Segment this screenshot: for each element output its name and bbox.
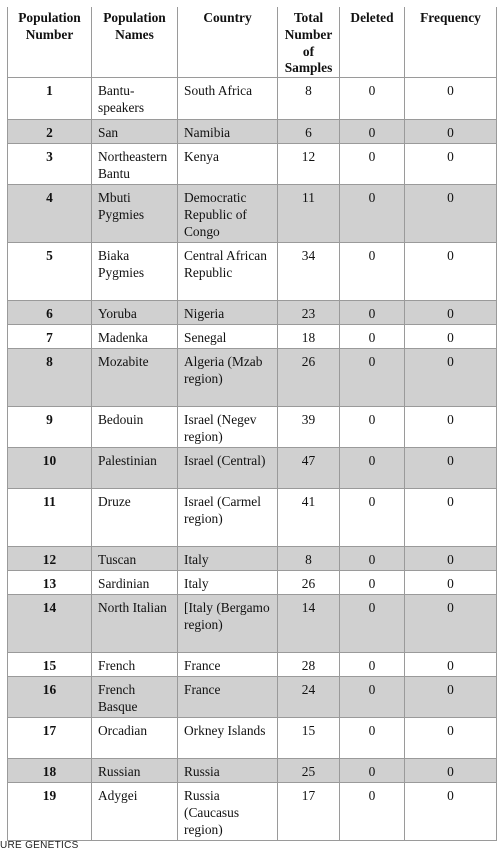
cell-country: Central African Republic [178,243,278,301]
cell-population-name: Madenka [92,325,178,349]
cell-frequency: 0 [405,489,497,547]
cell-population-number: 15 [8,653,92,677]
header-frequency: Frequency [405,7,497,78]
cell-population-name: Sardinian [92,571,178,595]
cell-total-samples: 15 [278,718,340,759]
cell-deleted: 0 [340,759,405,783]
cell-deleted: 0 [340,185,405,243]
cell-population-name: Druze [92,489,178,547]
cell-total-samples: 39 [278,407,340,448]
table-row [8,144,497,185]
cell-total-samples: 12 [278,144,340,185]
cell-population-name: Bantu-speakers [92,78,178,120]
cell-frequency: 0 [405,718,497,759]
cell-frequency: 0 [405,783,497,841]
cell-total-samples: 26 [278,571,340,595]
cell-country: Italy [178,547,278,571]
table-row [8,571,497,595]
table-row [8,448,497,489]
cell-frequency: 0 [405,407,497,448]
cell-deleted: 0 [340,243,405,301]
cell-population-name: San [92,120,178,144]
cell-population-number: 3 [8,144,92,185]
cell-deleted: 0 [340,144,405,185]
cell-country: Israel (Negev region) [178,407,278,448]
cell-country: France [178,653,278,677]
cell-population-number: 7 [8,325,92,349]
cell-frequency: 0 [405,325,497,349]
cell-frequency: 0 [405,120,497,144]
cell-country: Israel (Central) [178,448,278,489]
cell-population-name: Mbuti Pygmies [92,185,178,243]
cell-total-samples: 8 [278,78,340,120]
cell-deleted: 0 [340,407,405,448]
cell-total-samples: 6 [278,120,340,144]
cell-total-samples: 8 [278,547,340,571]
cell-deleted: 0 [340,325,405,349]
cell-frequency: 0 [405,185,497,243]
table-row [8,243,497,301]
cell-population-number: 8 [8,349,92,407]
cell-frequency: 0 [405,677,497,718]
cell-population-number: 9 [8,407,92,448]
cell-country: Algeria (Mzab region) [178,349,278,407]
cell-country: Namibia [178,120,278,144]
table-row [8,407,497,448]
cell-population-name: French Basque [92,677,178,718]
table-row [8,783,497,841]
cell-population-number: 12 [8,547,92,571]
cell-deleted: 0 [340,783,405,841]
cell-population-number: 4 [8,185,92,243]
cell-total-samples: 26 [278,349,340,407]
cell-deleted: 0 [340,78,405,120]
cell-country: Nigeria [178,301,278,325]
cell-population-name: Russian [92,759,178,783]
cell-frequency: 0 [405,759,497,783]
cell-frequency: 0 [405,301,497,325]
cell-population-number: 19 [8,783,92,841]
table-row [8,595,497,653]
cell-population-number: 6 [8,301,92,325]
cell-deleted: 0 [340,349,405,407]
cell-total-samples: 24 [278,677,340,718]
cell-country: Israel (Carmel region) [178,489,278,547]
table-row [8,349,497,407]
cell-deleted: 0 [340,301,405,325]
cell-frequency: 0 [405,448,497,489]
cell-total-samples: 11 [278,185,340,243]
cell-frequency: 0 [405,243,497,301]
cell-population-number: 11 [8,489,92,547]
cell-population-name: Northeastern Bantu [92,144,178,185]
table-row [8,547,497,571]
header-country: Country [178,7,278,78]
cell-deleted: 0 [340,448,405,489]
cell-population-number: 17 [8,718,92,759]
population-table [7,7,497,841]
cell-frequency: 0 [405,653,497,677]
cell-frequency: 0 [405,547,497,571]
cell-frequency: 0 [405,349,497,407]
cell-population-name: French [92,653,178,677]
cell-total-samples: 25 [278,759,340,783]
cell-population-name: Palestinian [92,448,178,489]
cell-deleted: 0 [340,677,405,718]
cell-total-samples: 47 [278,448,340,489]
cell-country: France [178,677,278,718]
cell-population-number: 13 [8,571,92,595]
header-population-names: Population Names [92,7,178,78]
cell-population-number: 16 [8,677,92,718]
cell-deleted: 0 [340,571,405,595]
table-row [8,489,497,547]
cell-population-name: Biaka Pygmies [92,243,178,301]
cell-deleted: 0 [340,653,405,677]
table-row [8,301,497,325]
cell-total-samples: 41 [278,489,340,547]
cell-deleted: 0 [340,120,405,144]
cell-frequency: 0 [405,595,497,653]
journal-footer: URE GENETICS [0,840,79,851]
cell-deleted: 0 [340,718,405,759]
cell-deleted: 0 [340,595,405,653]
cell-country: South Africa [178,78,278,120]
table-row [8,120,497,144]
cell-population-name: Orcadian [92,718,178,759]
header-total-samples: Total Number of Samples [278,7,340,78]
table-row [8,185,497,243]
table-row [8,759,497,783]
cell-population-name: Yoruba [92,301,178,325]
cell-country: Russia [178,759,278,783]
cell-population-name: Bedouin [92,407,178,448]
table-row [8,78,497,120]
cell-total-samples: 18 [278,325,340,349]
header-population-number: Population Number [8,7,92,78]
table-row [8,653,497,677]
cell-deleted: 0 [340,547,405,571]
cell-population-name: North Italian [92,595,178,653]
header-deleted: Deleted [340,7,405,78]
cell-population-number: 10 [8,448,92,489]
cell-population-number: 5 [8,243,92,301]
cell-frequency: 0 [405,571,497,595]
cell-total-samples: 23 [278,301,340,325]
cell-country: Russia (Caucasus region) [178,783,278,841]
cell-population-name: Tuscan [92,547,178,571]
table-row [8,718,497,759]
table-row [8,677,497,718]
cell-country: Senegal [178,325,278,349]
cell-population-number: 1 [8,78,92,120]
cell-population-name: Adygei [92,783,178,841]
cell-total-samples: 17 [278,783,340,841]
cell-deleted: 0 [340,489,405,547]
cell-country: Democratic Republic of Congo [178,185,278,243]
cell-population-number: 2 [8,120,92,144]
cell-country: [Italy (Bergamo region) [178,595,278,653]
cell-population-name: Mozabite [92,349,178,407]
cell-country: Kenya [178,144,278,185]
cell-country: Orkney Islands [178,718,278,759]
cell-frequency: 0 [405,78,497,120]
cell-total-samples: 28 [278,653,340,677]
table-row [8,325,497,349]
cell-total-samples: 34 [278,243,340,301]
cell-country: Italy [178,571,278,595]
cell-population-number: 18 [8,759,92,783]
cell-frequency: 0 [405,144,497,185]
table-header-row [8,7,497,78]
cell-population-number: 14 [8,595,92,653]
cell-total-samples: 14 [278,595,340,653]
